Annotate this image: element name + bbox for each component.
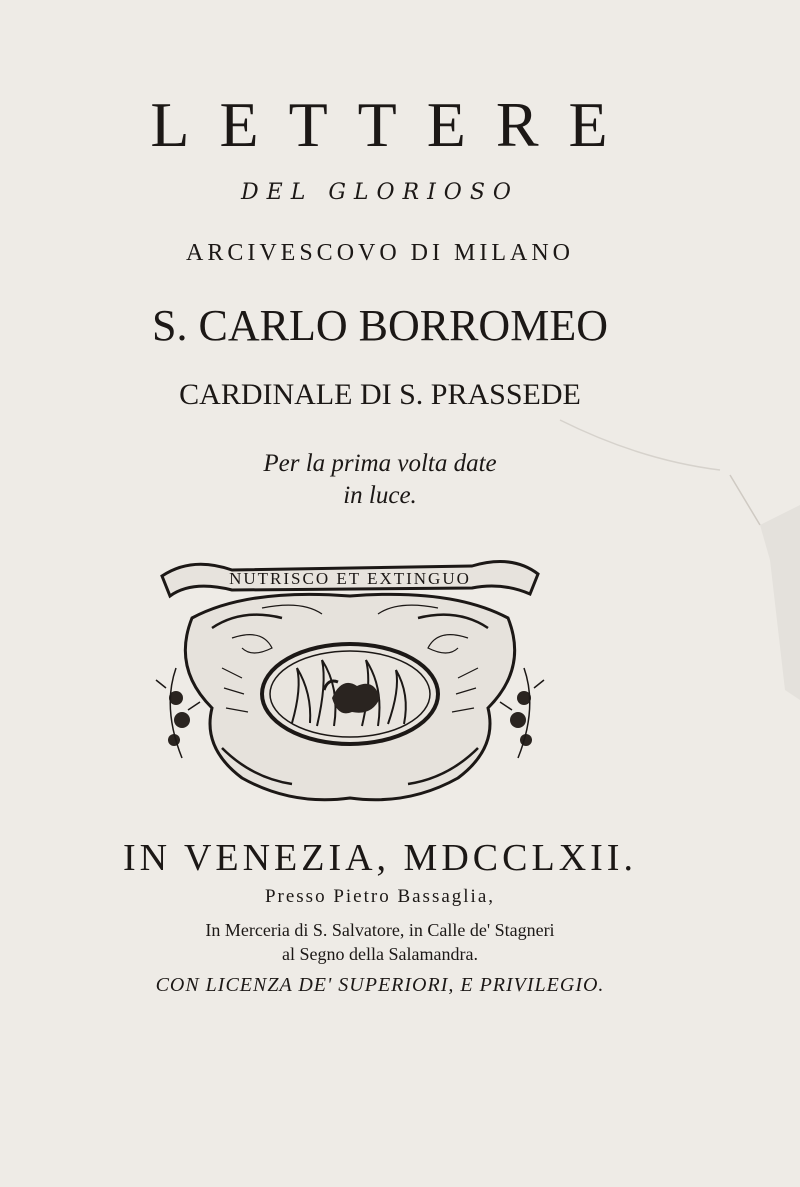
edition-note-line-1: Per la prima volta date	[263, 450, 497, 477]
author-name: S. CARLO BORROMEO	[152, 301, 608, 350]
imprint-place-date: IN VENEZIA, MDCCLXII.	[123, 837, 637, 879]
imprint-printer: Presso Pietro Bassaglia,	[264, 886, 496, 907]
imprint-licence: CON LICENZA DE' SUPERIORI, E PRIVILEGIO.	[155, 974, 605, 996]
book-title: LETTERE	[150, 89, 638, 160]
emblem-motto: NUTRISCO ET EXTINGUO	[229, 569, 471, 588]
subtitle-line-1: DEL GLORIOSO	[241, 180, 519, 205]
imprint-address-line-1: In Merceria di S. Salvatore, in Calle de' Stagneri	[205, 920, 555, 940]
author-title: CARDINALE DI S. PRASSEDE	[179, 378, 581, 411]
subtitle-line-2: ARCIVESCOVO DI MILANO	[186, 240, 574, 266]
salamander-emblem-icon	[152, 548, 548, 810]
edition-note-line-2: in luce.	[343, 482, 417, 509]
imprint-address-line-2: al Segno della Salamandra.	[282, 944, 478, 964]
